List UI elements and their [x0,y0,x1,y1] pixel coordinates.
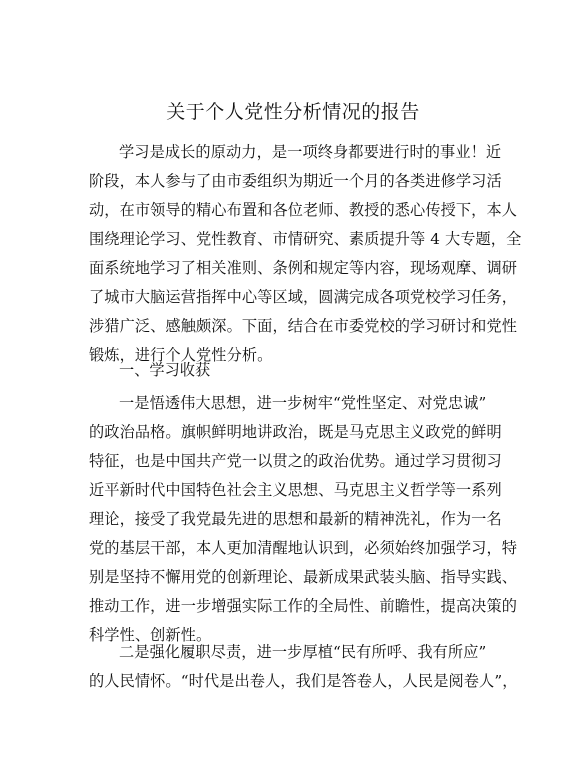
paragraph-line: 锻炼，进行个人党性分析。 [89,346,273,364]
section-heading: 一、学习收获 [119,361,211,379]
paragraph-line: 的人民情怀。“时代是出卷人，我们是答卷人，人民是阅卷人”， [89,672,518,690]
paragraph-line: 特征，也是中国共产党一以贯之的政治优势。通过学习贯彻习 [89,452,502,470]
paragraph-line: 二是强化履职尽责，进一步厚植“民有所呼、我有所应” [119,643,487,661]
paragraph-line: 推动工作，进一步增强实际工作的全局性、前瞻性，提高决策的 [89,597,518,615]
paragraph-line: 动，在市领导的精心布置和各位老师、教授的悉心传授下，本人 [89,201,518,219]
point-one-paragraph [89,389,518,650]
paragraph-line: 学习是成长的原动力，是一项终身都要进行时的事业！近 [119,143,502,161]
paragraph-line: 近平新时代中国特色社会主义思想、马克思主义哲学等一系列 [89,481,502,499]
paragraph-line: 围绕理论学习、党性教育、市情研究、素质提升等 4 大专题，全 [89,230,522,248]
paragraph-line: 党的基层干部，本人更加清醒地认识到，必须始终加强学习，特 [89,539,518,557]
paragraph-line: 科学性、创新性。 [89,626,212,644]
paragraph-line: 的政治品格。旗帜鲜明地讲政治，既是马克思主义政党的鲜明 [89,423,502,441]
document-title: 关于个人党性分析情况的报告 [166,101,420,123]
paragraph-line: 了城市大脑运营指挥中心等区域，圆满完成各项党校学习任务， [89,288,518,306]
section-heading-block [89,356,509,385]
paragraph-line: 别是坚持不懈用党的创新理论、最新成果武装头脑、指导实践、 [89,568,518,586]
paragraph-line: 涉猎广泛、感触颇深。下面，结合在市委党校的学习研讨和党性 [89,317,518,335]
paragraph-line: 理论，接受了我党最先进的思想和最新的精神洗礼，作为一名 [89,510,502,528]
intro-paragraph [89,138,522,370]
paragraph-line: 阶段，本人参与了由市委组织为期近一个月的各类进修学习活 [89,172,502,190]
point-two-paragraph [89,638,518,696]
paragraph-line: 一是悟透伟大思想，进一步树牢“党性坚定、对党忠诚” [119,394,487,412]
paragraph-line: 面系统地学习了相关准则、条例和规定等内容，现场观摩、调研 [89,259,518,277]
